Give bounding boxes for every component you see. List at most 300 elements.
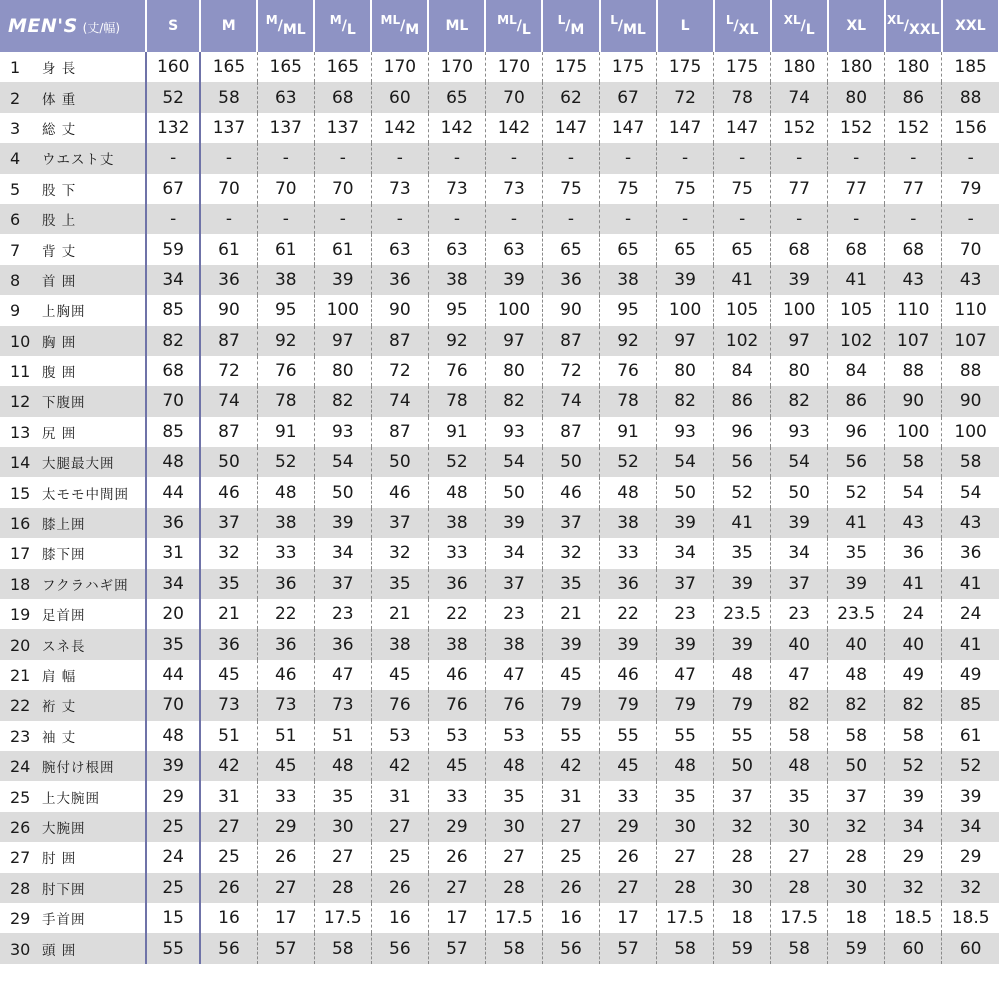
- size-label: L: [680, 18, 690, 34]
- value-cell: 95: [600, 295, 657, 325]
- table-row: [0, 569, 999, 599]
- value-cell: 46: [600, 660, 657, 690]
- value-cell: 100: [314, 295, 371, 325]
- value-cell: 55: [657, 721, 714, 751]
- value-cell: 58: [885, 721, 942, 751]
- value-cell: 52: [714, 477, 771, 507]
- value-cell: 39: [146, 751, 200, 781]
- table-row: [0, 842, 999, 872]
- value-cell: 27: [600, 873, 657, 903]
- value-cell: 97: [771, 326, 828, 356]
- value-cell: 43: [942, 508, 999, 538]
- value-cell: 39: [657, 508, 714, 538]
- row-name: 腹 囲: [42, 365, 77, 382]
- size-slash: /: [565, 18, 571, 34]
- value-cell: 29: [146, 781, 200, 811]
- value-cell: 85: [942, 690, 999, 720]
- value-cell: 65: [428, 82, 485, 112]
- size-label: XXL: [955, 18, 986, 34]
- table-row: [0, 204, 999, 234]
- size-slash: /: [277, 18, 283, 34]
- value-cell: 23: [771, 599, 828, 629]
- value-cell: 36: [428, 569, 485, 599]
- value-cell: 37: [371, 508, 428, 538]
- value-cell: 75: [542, 174, 599, 204]
- value-cell: 54: [959, 482, 982, 503]
- value-cell: 26: [600, 842, 657, 872]
- value-cell: -: [428, 143, 485, 173]
- value-cell: 47: [657, 660, 714, 690]
- value-cell: 41: [828, 265, 885, 295]
- value-cell: 42: [200, 751, 257, 781]
- value-cell: 24: [146, 842, 200, 872]
- value-cell: 29: [257, 812, 314, 842]
- value-cell: 26: [542, 873, 599, 903]
- value-cell: 110: [885, 295, 942, 325]
- value-cell: 97: [657, 326, 714, 356]
- value-cell: 39: [959, 786, 982, 807]
- value-cell: 17: [257, 903, 314, 933]
- value-cell: 21: [371, 599, 428, 629]
- value-cell: 16: [371, 903, 428, 933]
- value-cell: 110: [954, 300, 987, 321]
- value-cell: 82: [485, 386, 542, 416]
- value-cell: 107: [942, 326, 999, 356]
- row-label: [0, 82, 146, 112]
- value-cell: 23: [657, 599, 714, 629]
- value-cell: 41: [942, 569, 999, 599]
- row-number: 7: [10, 240, 21, 260]
- value-cell: 100: [485, 295, 542, 325]
- table-body: [0, 52, 999, 964]
- row-label: [0, 690, 146, 720]
- value-cell: 32: [371, 538, 428, 568]
- value-cell: 21: [542, 599, 599, 629]
- table-row: [0, 721, 999, 751]
- value-cell: -: [542, 143, 599, 173]
- value-cell: 87: [542, 417, 599, 447]
- value-cell: 26: [371, 873, 428, 903]
- value-cell: 25: [146, 873, 200, 903]
- row-name: 手首囲: [42, 912, 86, 929]
- size-slash: /: [903, 18, 910, 34]
- table-row: [0, 599, 999, 629]
- row-number: 25: [10, 787, 31, 807]
- row-number: 23: [10, 726, 31, 746]
- size-label-lower: XXL: [909, 22, 940, 38]
- value-cell: 70: [959, 239, 982, 260]
- row-number: 8: [10, 270, 21, 290]
- title-unit-note: (丈/幅): [82, 21, 121, 35]
- value-cell: 15: [146, 903, 200, 933]
- row-number: 12: [10, 392, 31, 412]
- value-cell: 45: [428, 751, 485, 781]
- value-cell: 34: [146, 265, 200, 295]
- row-label: [0, 417, 146, 447]
- row-label: [0, 538, 146, 568]
- value-cell: 87: [200, 326, 257, 356]
- value-cell: 17.5: [771, 903, 828, 933]
- value-cell: 42: [371, 751, 428, 781]
- value-cell: -: [428, 204, 485, 234]
- table-title: [0, 0, 146, 52]
- value-cell: 50: [200, 447, 257, 477]
- value-cell: 87: [542, 326, 599, 356]
- row-number: 4: [10, 149, 21, 169]
- value-cell: 39: [542, 629, 599, 659]
- size-label-upper: M: [265, 13, 278, 27]
- value-cell: 61: [959, 725, 982, 746]
- value-cell: -: [828, 143, 885, 173]
- value-cell: 82: [828, 690, 885, 720]
- value-cell: 20: [146, 599, 200, 629]
- value-cell: 32: [942, 873, 999, 903]
- value-cell: 102: [828, 326, 885, 356]
- row-number: 11: [10, 362, 31, 382]
- value-cell: 44: [146, 660, 200, 690]
- size-label-upper: ML: [380, 13, 401, 27]
- value-cell: 17: [428, 903, 485, 933]
- value-cell: 29: [885, 842, 942, 872]
- value-cell: 34: [771, 538, 828, 568]
- value-cell: 27: [485, 842, 542, 872]
- value-cell: 36: [200, 265, 257, 295]
- value-cell: 51: [314, 721, 371, 751]
- value-cell: 34: [314, 538, 371, 568]
- value-cell: 17: [600, 903, 657, 933]
- title-mens: MEN'S: [8, 15, 78, 37]
- value-cell: 70: [146, 386, 200, 416]
- row-number: 13: [10, 422, 31, 442]
- value-cell: 165: [314, 52, 371, 82]
- value-cell: 25: [146, 812, 200, 842]
- size-slash: /: [800, 18, 806, 34]
- value-cell: 18: [828, 903, 885, 933]
- value-cell: 56: [371, 933, 428, 963]
- value-cell: 152: [885, 113, 942, 143]
- value-cell: 39: [600, 629, 657, 659]
- value-cell: 50: [542, 447, 599, 477]
- value-cell: 33: [257, 781, 314, 811]
- value-cell: 35: [146, 629, 200, 659]
- value-cell: 76: [257, 356, 314, 386]
- value-cell: 23: [314, 599, 371, 629]
- table-row: [0, 113, 999, 143]
- row-label: [0, 629, 146, 659]
- row-name: 大腿最大囲: [42, 456, 115, 473]
- table-row: [0, 751, 999, 781]
- row-label: [0, 356, 146, 386]
- value-cell: 46: [428, 660, 485, 690]
- value-cell: 29: [428, 812, 485, 842]
- value-cell: 28: [485, 873, 542, 903]
- value-cell: 70: [257, 174, 314, 204]
- size-header: [314, 0, 371, 52]
- value-cell: 36: [885, 538, 942, 568]
- value-cell: 50: [485, 477, 542, 507]
- value-cell: 70: [146, 690, 200, 720]
- value-cell: 38: [600, 508, 657, 538]
- row-number: 1: [10, 58, 21, 78]
- value-cell: 93: [657, 417, 714, 447]
- value-cell: 32: [714, 812, 771, 842]
- value-cell: 32: [200, 538, 257, 568]
- value-cell: 175: [714, 52, 771, 82]
- row-name: 上大腕囲: [42, 790, 100, 807]
- value-cell: -: [885, 143, 942, 173]
- row-label: [0, 326, 146, 356]
- value-cell: 25: [371, 842, 428, 872]
- size-label-lower: L: [805, 22, 815, 38]
- value-cell: 58: [771, 721, 828, 751]
- value-cell: 28: [657, 873, 714, 903]
- row-name: 裄 丈: [42, 699, 77, 716]
- size-header: [771, 0, 828, 52]
- value-cell: 67: [600, 82, 657, 112]
- value-cell: 65: [657, 234, 714, 264]
- row-name: 総 丈: [42, 121, 77, 138]
- row-label: [0, 265, 146, 295]
- value-cell: 43: [885, 265, 942, 295]
- value-cell: 48: [257, 477, 314, 507]
- value-cell: 34: [485, 538, 542, 568]
- value-cell: 24: [885, 599, 942, 629]
- row-label: [0, 751, 146, 781]
- row-number: 18: [10, 574, 31, 594]
- value-cell: 56: [714, 447, 771, 477]
- value-cell: 48: [600, 477, 657, 507]
- value-cell: 170: [428, 52, 485, 82]
- value-cell: 25: [542, 842, 599, 872]
- value-cell: 35: [200, 569, 257, 599]
- value-cell: 52: [942, 751, 999, 781]
- value-cell: 34: [942, 812, 999, 842]
- value-cell: 76: [428, 356, 485, 386]
- value-cell: 37: [485, 569, 542, 599]
- value-cell: 91: [428, 417, 485, 447]
- value-cell: 90: [885, 386, 942, 416]
- row-number: 6: [10, 210, 21, 230]
- value-cell: 18.5: [951, 908, 990, 929]
- value-cell: 76: [428, 690, 485, 720]
- value-cell: 63: [428, 234, 485, 264]
- value-cell: 23.5: [828, 599, 885, 629]
- value-cell: 30: [828, 873, 885, 903]
- value-cell: 27: [542, 812, 599, 842]
- size-header: [371, 0, 428, 52]
- row-name: 股 上: [42, 213, 77, 230]
- value-cell: 77: [828, 174, 885, 204]
- row-number: 5: [10, 179, 21, 199]
- value-cell: 70: [200, 174, 257, 204]
- value-cell: 54: [657, 447, 714, 477]
- size-label: XL: [846, 18, 867, 34]
- size-header: [600, 0, 657, 52]
- table-row: [0, 82, 999, 112]
- value-cell: 39: [485, 508, 542, 538]
- value-cell: 55: [542, 721, 599, 751]
- value-cell: 87: [371, 417, 428, 447]
- value-cell: -: [257, 143, 314, 173]
- value-cell: 51: [257, 721, 314, 751]
- size-slash: /: [400, 18, 406, 34]
- value-cell: 76: [600, 356, 657, 386]
- value-cell: 79: [959, 178, 982, 199]
- value-cell: 93: [485, 417, 542, 447]
- value-cell: 105: [828, 295, 885, 325]
- value-cell: -: [600, 204, 657, 234]
- value-cell: 57: [600, 933, 657, 963]
- value-cell: 35: [714, 538, 771, 568]
- table-row: [0, 812, 999, 842]
- value-cell: 97: [485, 326, 542, 356]
- value-cell: 48: [314, 751, 371, 781]
- value-cell: 84: [828, 356, 885, 386]
- value-cell: 156: [954, 117, 987, 138]
- value-cell: 96: [828, 417, 885, 447]
- value-cell: 63: [371, 234, 428, 264]
- value-cell: 142: [485, 113, 542, 143]
- value-cell: 42: [542, 751, 599, 781]
- value-cell: 46: [200, 477, 257, 507]
- value-cell: 54: [885, 477, 942, 507]
- row-name: 太モモ中間囲: [42, 486, 129, 503]
- table-row: [0, 873, 999, 903]
- value-cell: 16: [200, 903, 257, 933]
- table-row: [0, 265, 999, 295]
- value-cell: 48: [485, 751, 542, 781]
- value-cell: 31: [371, 781, 428, 811]
- value-cell: 48: [146, 721, 200, 751]
- value-cell: 31: [200, 781, 257, 811]
- value-cell: 87: [200, 417, 257, 447]
- row-name: 首 囲: [42, 273, 77, 290]
- value-cell: 36: [314, 629, 371, 659]
- value-cell: 68: [885, 234, 942, 264]
- value-cell: 52: [828, 477, 885, 507]
- size-label-upper: XL: [783, 13, 801, 27]
- value-cell: 31: [146, 538, 200, 568]
- value-cell: 46: [257, 660, 314, 690]
- value-cell: 100: [885, 417, 942, 447]
- row-label: [0, 234, 146, 264]
- value-cell: 27: [771, 842, 828, 872]
- value-cell: 39: [828, 569, 885, 599]
- value-cell: 60: [885, 933, 942, 963]
- value-cell: 175: [657, 52, 714, 82]
- value-cell: 95: [428, 295, 485, 325]
- value-cell: 54: [314, 447, 371, 477]
- value-cell: 78: [714, 82, 771, 112]
- value-cell: -: [314, 204, 371, 234]
- value-cell: 87: [371, 326, 428, 356]
- value-cell: 76: [371, 690, 428, 720]
- value-cell: 41: [714, 265, 771, 295]
- value-cell: -: [485, 143, 542, 173]
- value-cell: 90: [371, 295, 428, 325]
- value-cell: 59: [146, 234, 200, 264]
- table-row: [0, 933, 999, 963]
- value-cell: 39: [485, 265, 542, 295]
- value-cell: 21: [200, 599, 257, 629]
- value-cell: 49: [885, 660, 942, 690]
- value-cell: 29: [959, 847, 982, 868]
- value-cell: -: [714, 204, 771, 234]
- row-name: 下腹囲: [42, 395, 86, 412]
- value-cell: 84: [714, 356, 771, 386]
- value-cell: 58: [200, 82, 257, 112]
- value-cell: 30: [771, 812, 828, 842]
- table-row: [0, 174, 999, 204]
- value-cell: 170: [485, 52, 542, 82]
- value-cell: 41: [942, 629, 999, 659]
- value-cell: 54: [485, 447, 542, 477]
- value-cell: 38: [257, 265, 314, 295]
- value-cell: 59: [828, 933, 885, 963]
- value-cell: 57: [257, 933, 314, 963]
- value-cell: 67: [146, 174, 200, 204]
- value-cell: 17.5: [485, 903, 542, 933]
- row-name: 身 長: [42, 61, 77, 78]
- row-name: 肘 囲: [42, 851, 77, 868]
- table-row: [0, 903, 999, 933]
- value-cell: 165: [257, 52, 314, 82]
- table-row: [0, 508, 999, 538]
- value-cell: 61: [257, 234, 314, 264]
- row-label: [0, 812, 146, 842]
- row-name: フクラハギ囲: [42, 577, 129, 594]
- value-cell: 30: [485, 812, 542, 842]
- value-cell: 95: [257, 295, 314, 325]
- value-cell: 147: [542, 113, 599, 143]
- value-cell: 27: [428, 873, 485, 903]
- value-cell: 61: [200, 234, 257, 264]
- value-cell: 40: [771, 629, 828, 659]
- row-number: 16: [10, 514, 31, 534]
- value-cell: 35: [314, 781, 371, 811]
- value-cell: 39: [714, 629, 771, 659]
- row-label: [0, 508, 146, 538]
- value-cell: 170: [371, 52, 428, 82]
- value-cell: 59: [714, 933, 771, 963]
- value-cell: 23.5: [714, 599, 771, 629]
- row-label: [0, 174, 146, 204]
- value-cell: 73: [314, 690, 371, 720]
- value-cell: 36: [371, 265, 428, 295]
- value-cell: -: [771, 143, 828, 173]
- value-cell: 78: [257, 386, 314, 416]
- value-cell: 32: [828, 812, 885, 842]
- value-cell: 56: [200, 933, 257, 963]
- value-cell: 48: [714, 660, 771, 690]
- value-cell: 33: [257, 538, 314, 568]
- value-cell: 25: [200, 842, 257, 872]
- value-cell: 73: [485, 174, 542, 204]
- value-cell: 75: [714, 174, 771, 204]
- value-cell: 38: [428, 265, 485, 295]
- row-label: [0, 569, 146, 599]
- value-cell: 38: [257, 508, 314, 538]
- size-slash: /: [617, 18, 623, 34]
- value-cell: 80: [657, 356, 714, 386]
- value-cell: 88: [942, 82, 999, 112]
- row-name: 体 重: [42, 91, 77, 108]
- value-cell: -: [657, 143, 714, 173]
- value-cell: 97: [314, 326, 371, 356]
- value-cell: 23: [485, 599, 542, 629]
- row-label: [0, 933, 146, 963]
- value-cell: 152: [771, 113, 828, 143]
